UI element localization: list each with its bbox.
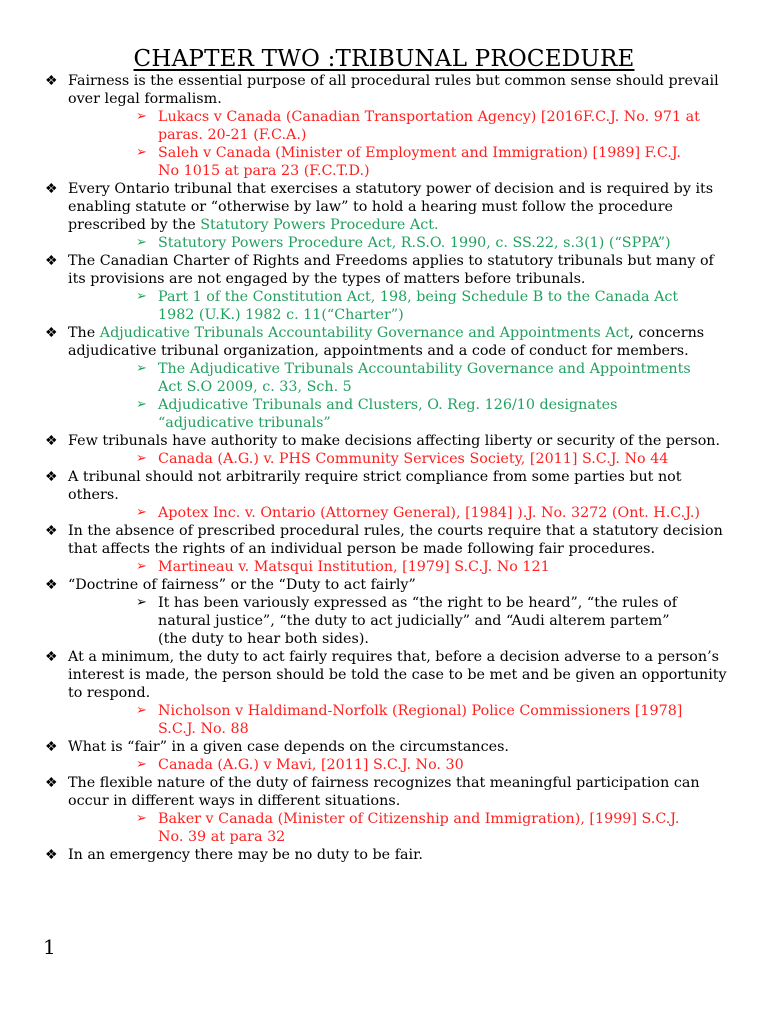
- citation-text: It has been variously expressed as “the right to be heard”, “the rules of natural justice”, “the duty to act judicially” and “Audi alterem partem” (the duty to hear both sides).: [158, 595, 678, 647]
- sub-list: [68, 702, 734, 738]
- page-number: 1: [43, 935, 56, 959]
- citation-item: [68, 756, 734, 774]
- citation-item: [68, 234, 734, 252]
- sub-list: [68, 504, 734, 522]
- sub-list: [68, 558, 734, 576]
- arrow-bullet-icon: ➢: [136, 235, 147, 250]
- citation-text: Canada (A.G.) v Mavi, [2011] S.C.J. No. 30: [158, 757, 464, 773]
- citation-text: Baker v Canada (Minister of Citizenship and Immigration), [1999] S.C.J. No. 39 at para 32: [158, 811, 680, 845]
- statute-reference: Statutory Powers Procedure Act.: [200, 217, 439, 233]
- diamond-bullet-icon: ❖: [45, 73, 58, 89]
- diamond-bullet-icon: ❖: [45, 523, 58, 539]
- citation-item: [68, 108, 734, 144]
- bullet-item: [0, 846, 768, 864]
- bullet-text: What is “fair” in a given case depends on the circumstances.: [68, 739, 509, 755]
- bullet-item: [0, 648, 768, 738]
- bullet-item: [0, 180, 768, 252]
- diamond-bullet-icon: ❖: [45, 469, 58, 485]
- arrow-bullet-icon: ➢: [136, 595, 147, 610]
- arrow-bullet-icon: ➢: [136, 289, 147, 304]
- citation-text: The Adjudicative Tribunals Accountability Governance and Appointments Act S.O 2009, c. 33, Sch. 5: [158, 361, 691, 395]
- arrow-bullet-icon: ➢: [136, 109, 147, 124]
- diamond-bullet-icon: ❖: [45, 577, 58, 593]
- citation-text: Apotex Inc. v. Ontario (Attorney General), [1984] ).J. No. 3272 (Ont. H.C.J.): [158, 505, 700, 521]
- citation-text: Adjudicative Tribunals and Clusters, O. Reg. 126/10 designates “adjudicative tribunals”: [158, 397, 618, 431]
- bullet-text: In the absence of prescribed procedural rules, the courts require that a statutory decision that affects the rights of an individual person be made following fair procedures.: [68, 523, 723, 557]
- sub-list: [68, 450, 734, 468]
- bullet-text: Fairness is the essential purpose of all procedural rules but common sense should prevail over legal formalism.: [68, 73, 719, 107]
- bullet-text: “Doctrine of fairness” or the “Duty to act fairly”: [68, 577, 416, 593]
- bullet-text: A tribunal should not arbitrarily require strict compliance from some parties but not others.: [68, 469, 682, 503]
- sub-list: [68, 360, 734, 432]
- citation-text: Statutory Powers Procedure Act, R.S.O. 1990, c. SS.22, s.3(1) (“SPPA”): [158, 235, 671, 251]
- citation-text: Nicholson v Haldimand-Norfolk (Regional) Police Commissioners [1978] S.C.J. No. 88: [158, 703, 683, 737]
- arrow-bullet-icon: ➢: [136, 811, 147, 826]
- sub-list: [68, 594, 734, 648]
- citation-text: Saleh v Canada (Minister of Employment and Immigration) [1989] F.C.J. No 1015 at para 23 (F.C.T.D.): [158, 145, 681, 179]
- bullet-text: At a minimum, the duty to act fairly requires that, before a decision adverse to a person’s interest is made, the person should be told the case to be met and be given an opportunity to respond.: [68, 649, 727, 701]
- bullet-item: [0, 774, 768, 846]
- citation-item: [68, 288, 734, 324]
- arrow-bullet-icon: ➢: [136, 145, 147, 160]
- arrow-bullet-icon: ➢: [136, 559, 147, 574]
- bullet-text: Every Ontario tribunal that exercises a statutory power of decision and is required by its enabling statute or “otherwise by law” to hold a hearing must follow the procedure prescribed by the: [68, 181, 714, 233]
- bullet-text: The: [68, 325, 100, 341]
- bullet-item: [0, 576, 768, 648]
- citation-item: [68, 396, 734, 432]
- citation-item: [68, 702, 734, 738]
- chapter-title: CHAPTER TWO :TRIBUNAL PROCEDURE: [133, 46, 635, 72]
- diamond-bullet-icon: ❖: [45, 649, 58, 665]
- citation-item: [68, 810, 734, 846]
- sub-list: [68, 288, 734, 324]
- sub-list: [68, 810, 734, 846]
- bullet-text: Few tribunals have authority to make decisions affecting liberty or security of the person.: [68, 433, 721, 449]
- arrow-bullet-icon: ➢: [136, 703, 147, 718]
- bullet-item: [0, 72, 768, 180]
- sub-list: [68, 234, 734, 252]
- bullet-text: The Canadian Charter of Rights and Freedoms applies to statutory tribunals but many of its provisions are not engaged by the types of matters before tribunals.: [68, 253, 714, 287]
- diamond-bullet-icon: ❖: [45, 775, 58, 791]
- citation-text: Part 1 of the Constitution Act, 198, being Schedule B to the Canada Act 1982 (U.K.) 1982 c. 11(“Charter”): [158, 289, 679, 323]
- citation-item: [68, 558, 734, 576]
- citation-item: [68, 450, 734, 468]
- bullet-text: In an emergency there may be no duty to be fair.: [68, 847, 423, 863]
- bullet-item: [0, 432, 768, 468]
- diamond-bullet-icon: ❖: [45, 253, 58, 269]
- diamond-bullet-icon: ❖: [45, 181, 58, 197]
- citation-text: Canada (A.G.) v. PHS Community Services Society, [2011] S.C.J. No 44: [158, 451, 669, 467]
- citation-text: Lukacs v Canada (Canadian Transportation Agency) [2016F.C.J. No. 971 at paras. 20-21 (F.C.A.): [158, 109, 700, 143]
- statute-reference: Adjudicative Tribunals Accountability Governance and Appointments Act: [99, 325, 630, 341]
- citation-item: [68, 360, 734, 396]
- arrow-bullet-icon: ➢: [136, 505, 147, 520]
- arrow-bullet-icon: ➢: [136, 757, 147, 772]
- sub-point: [68, 594, 734, 648]
- bullet-item: [0, 252, 768, 324]
- sub-list: [68, 756, 734, 774]
- diamond-bullet-icon: ❖: [45, 739, 58, 755]
- bullet-text: The flexible nature of the duty of fairness recognizes that meaningful participation can occur in different ways in different situations.: [68, 775, 700, 809]
- arrow-bullet-icon: ➢: [136, 397, 147, 412]
- diamond-bullet-icon: ❖: [45, 433, 58, 449]
- arrow-bullet-icon: ➢: [136, 451, 147, 466]
- diamond-bullet-icon: ❖: [45, 847, 58, 863]
- bullet-list: [0, 72, 768, 864]
- bullet-item: [0, 468, 768, 522]
- citation-item: [68, 504, 734, 522]
- citation-text: Martineau v. Matsqui Institution, [1979] S.C.J. No 121: [158, 559, 550, 575]
- citation-item: [68, 144, 734, 180]
- sub-list: [68, 108, 734, 180]
- bullet-item: [0, 522, 768, 576]
- arrow-bullet-icon: ➢: [136, 361, 147, 376]
- bullet-text-continued: , concerns adjudicative tribunal organization, appointments and a code of conduct for members.: [68, 325, 705, 359]
- bullet-item: [0, 738, 768, 774]
- bullet-item: [0, 324, 768, 432]
- diamond-bullet-icon: ❖: [45, 325, 58, 341]
